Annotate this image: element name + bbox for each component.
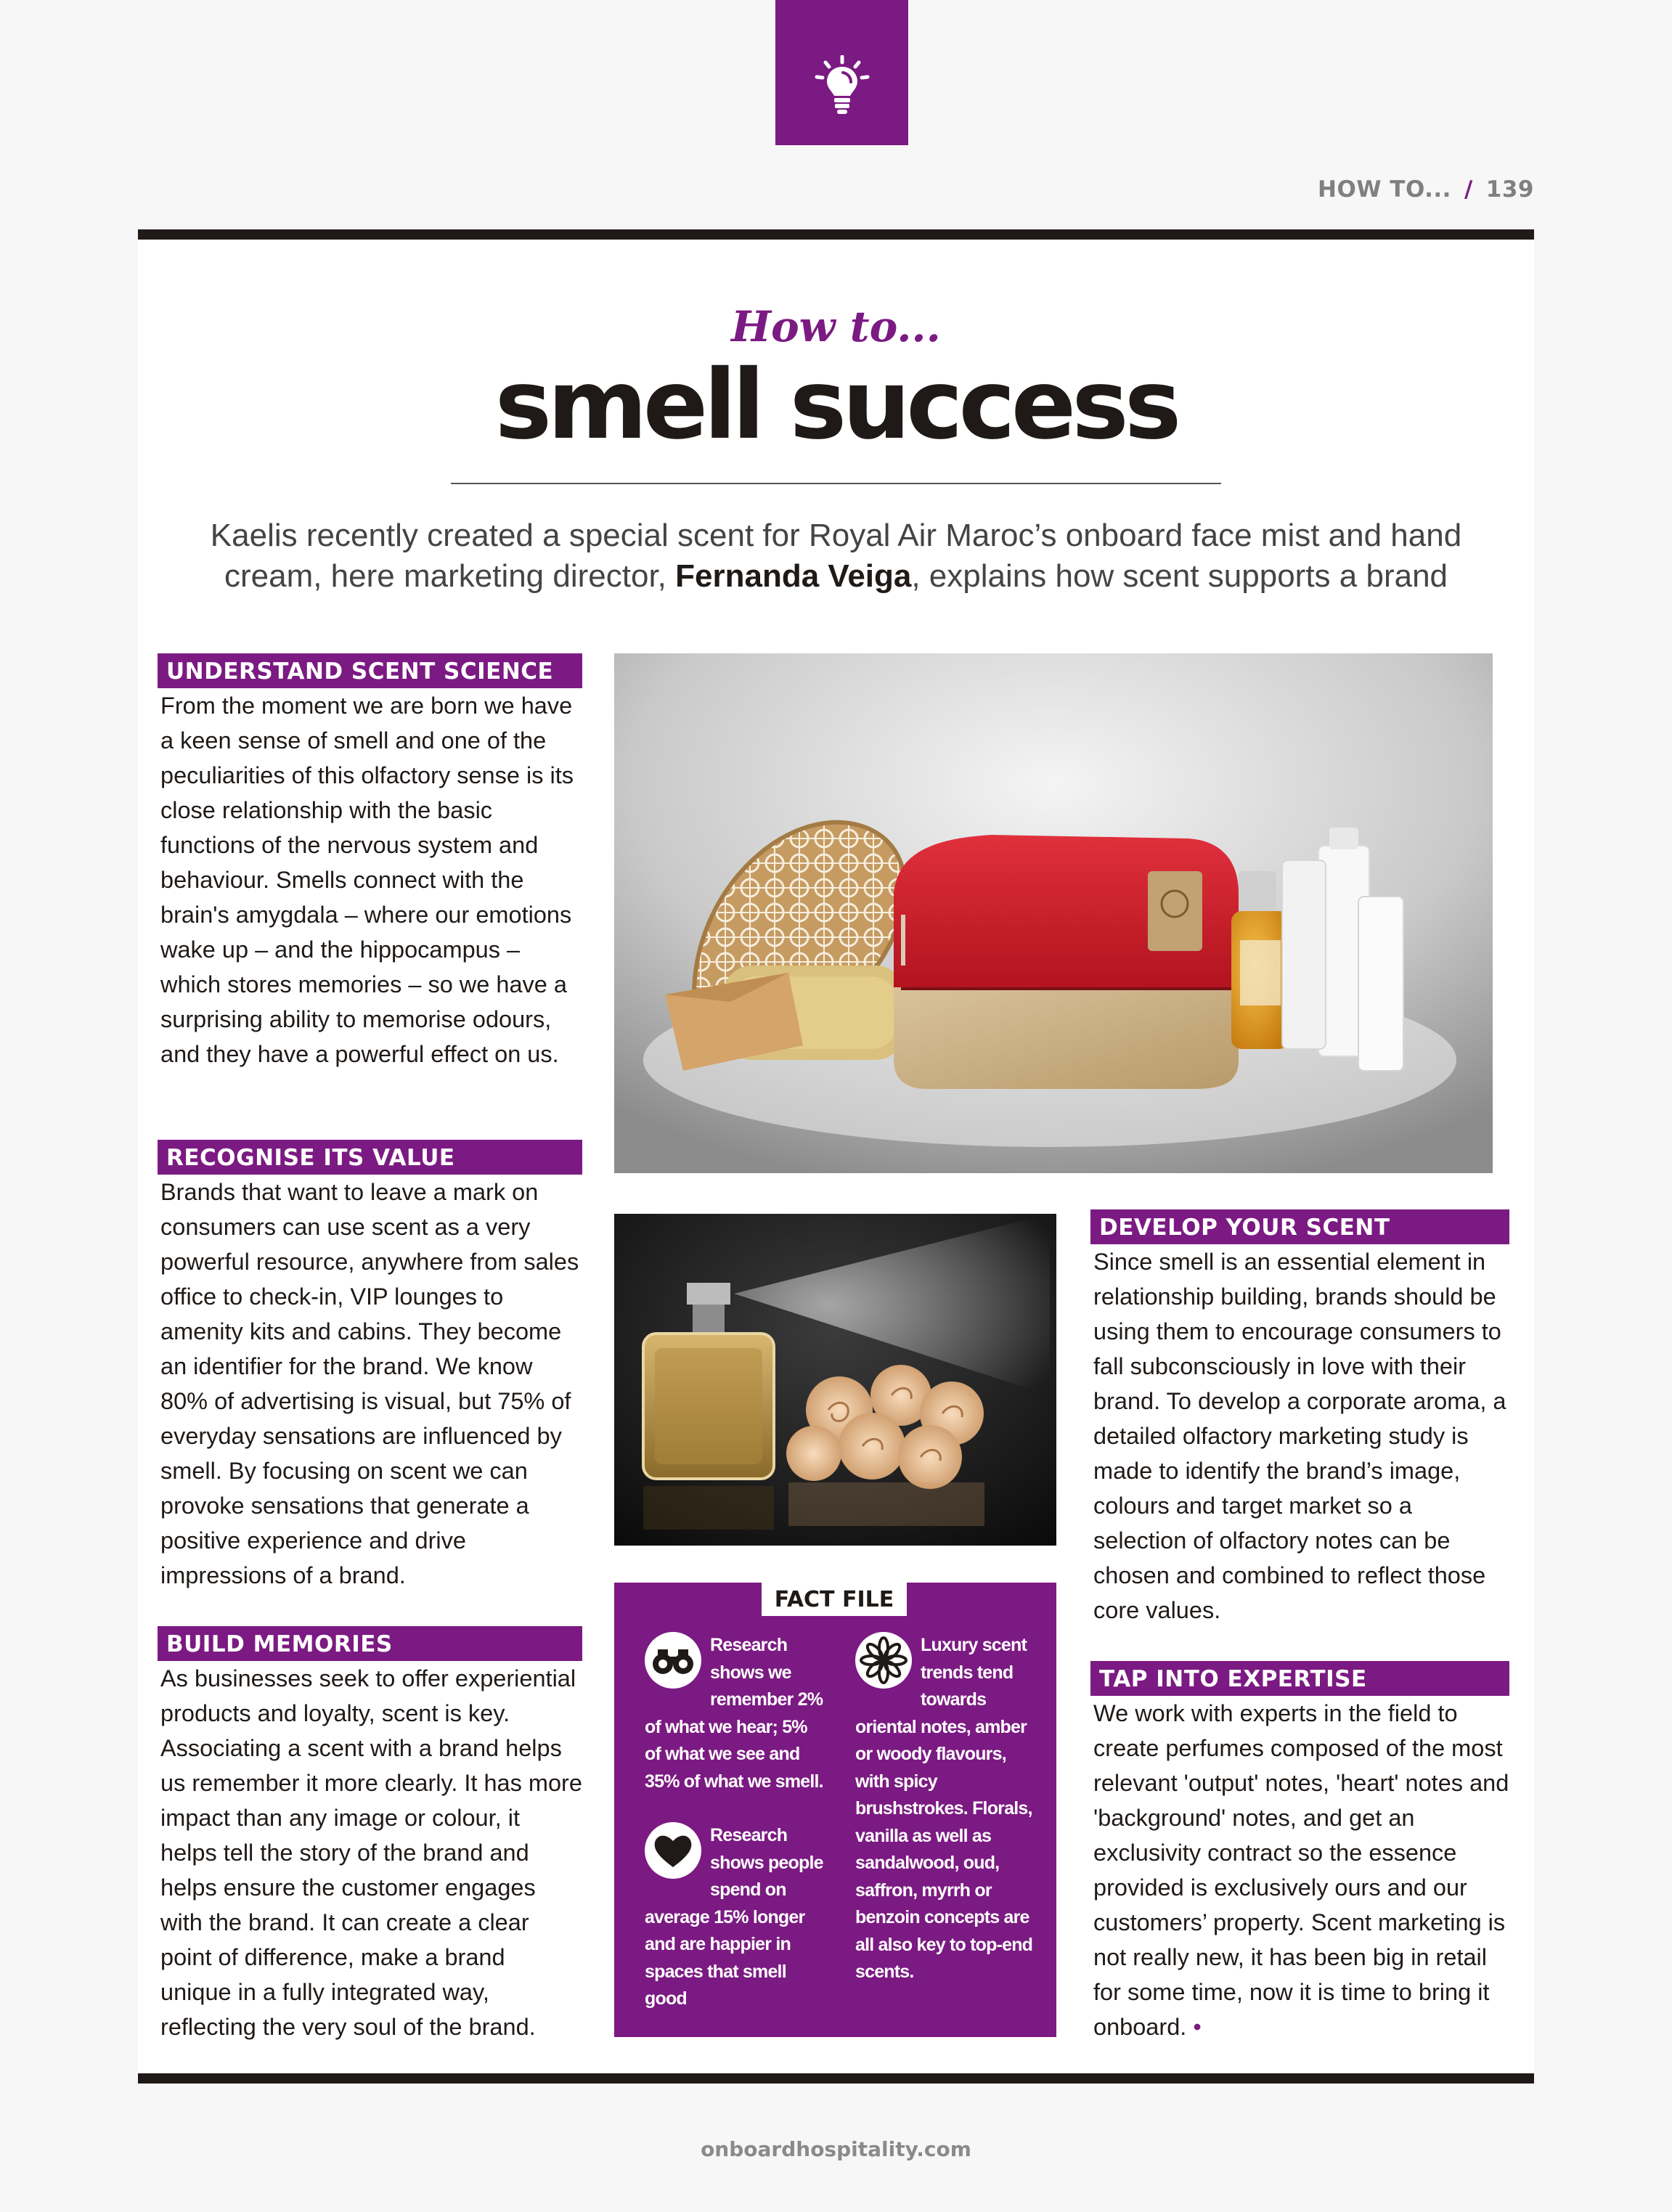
top-rule [138,229,1534,240]
lightbulb-icon [814,55,870,116]
perfume-photo [614,1214,1056,1546]
headline: smell success [494,349,1178,461]
headline-rule [451,483,1221,484]
amenity-kit-photo [614,653,1493,1173]
standfirst [167,515,1505,597]
section-heading: UNDERSTAND SCENT SCIENCE [158,653,582,688]
fact-file-box [614,1583,1056,2037]
section-recognise [158,1140,582,1593]
section-body-text: We work with experts in the field to create perfumes composed of the most relevant 'output' notes, 'heart' notes and 'background' notes, and get an exclusivity contract so the essence provided is exclusively ours and our customers’ property. Scent marketing is not really new, it has been big in retail for some time, now it is time to bring it onboard. [1093,1700,1509,2040]
section-heading: RECOGNISE ITS VALUE [158,1140,582,1175]
standfirst-text: Kaelis recently created a special scent for Royal Air Maroc’s onboard face mist and hand cream, here marketing director, [210,518,1462,594]
heart-icon [645,1822,701,1879]
end-mark: • [1193,2014,1202,2040]
fact-text: Research shows we remember 2% of what we hear; 5% of what we see and 35% of what we smell. [645,1635,823,1792]
section-body: Since smell is an essential element in relationship building, brands should be using them to encourage consumers to fall subconsciously in love with their brand. To develop a corporate aroma, a detailed olfactory marketing study is made to identify the brand’s image, colours and target market so a selection of olfactory notes can be chosen and combined to reflect those core values. [1093,1249,1506,1623]
standfirst-text-end: , explains how scent supports a brand [911,558,1448,594]
running-head-section: HOW TO... [1318,176,1451,203]
running-head-separator: / [1464,176,1473,203]
footer-url[interactable]: onboardhospitality.com [701,2137,971,2161]
bottom-rule [138,2073,1534,2084]
page-number: 139 [1485,176,1534,203]
fact-text: Luxury scent trends tend towards oriental notes, amber or woody flavours, with spicy brushstrokes. Florals, vanilla as well as sandalwood, oud, saffron, myrrh or benzoin concepts are all also key to top-end scents. [855,1635,1033,1982]
section-heading: TAP INTO EXPERTISE [1090,1661,1509,1696]
author-name: Fernanda Veiga [675,558,912,594]
section-memories [158,1626,582,2044]
section-body: As businesses seek to offer experiential products and loyalty, scent is key. Associating a scent with a brand helps us remember it more clearly. It has more impact than any image or colour, it helps tell the story of the brand and helps ensure the customer engages with the brand. It can create a clear point of difference, make a brand unique in a fully integrated way, reflecting the very soul of the brand. [160,1665,582,2040]
section-heading: BUILD MEMORIES [158,1626,582,1661]
fact-item [645,1822,826,2013]
running-head [1318,176,1534,203]
fact-item [645,1632,826,1795]
section-body: From the moment we are born we have a keen sense of smell and one of the peculiarities of this olfactory sense is its close relationship with the basic functions of the nervous system and behaviour. Smells connect with the brain's amygdala – where our emotions wake up – and the hippocampus – which stores memories – so we have a surprising ability to memorise odours, and they have a powerful effect on us. [160,693,574,1067]
section-develop [1090,1209,1509,1628]
section-understand [158,653,582,1072]
section-expertise [1090,1661,1509,2044]
section-body [1090,1696,1509,2044]
fact-text: Research shows people spend on average 15% longer and are happier in spaces that smell good [645,1825,823,2009]
section-body: Brands that want to leave a mark on consumers can use scent as a very powerful resource, anywhere from sales office to check-in, VIP lounges to amenity kits and cabins. They become an identifier for the brand. We know 80% of advertising is visual, but 75% of everyday sensations are influenced by smell. By focusing on scent we can provoke sensations that generate a positive experience and drive impressions of a brand. [160,1179,579,1588]
fact-item [855,1632,1037,1986]
section-tab [775,0,908,145]
binoculars-icon [645,1632,701,1689]
fact-file-label: FACT FILE [762,1583,907,1616]
kicker: How to... [731,302,941,351]
section-heading: DEVELOP YOUR SCENT [1090,1209,1509,1244]
flower-icon [855,1632,912,1689]
